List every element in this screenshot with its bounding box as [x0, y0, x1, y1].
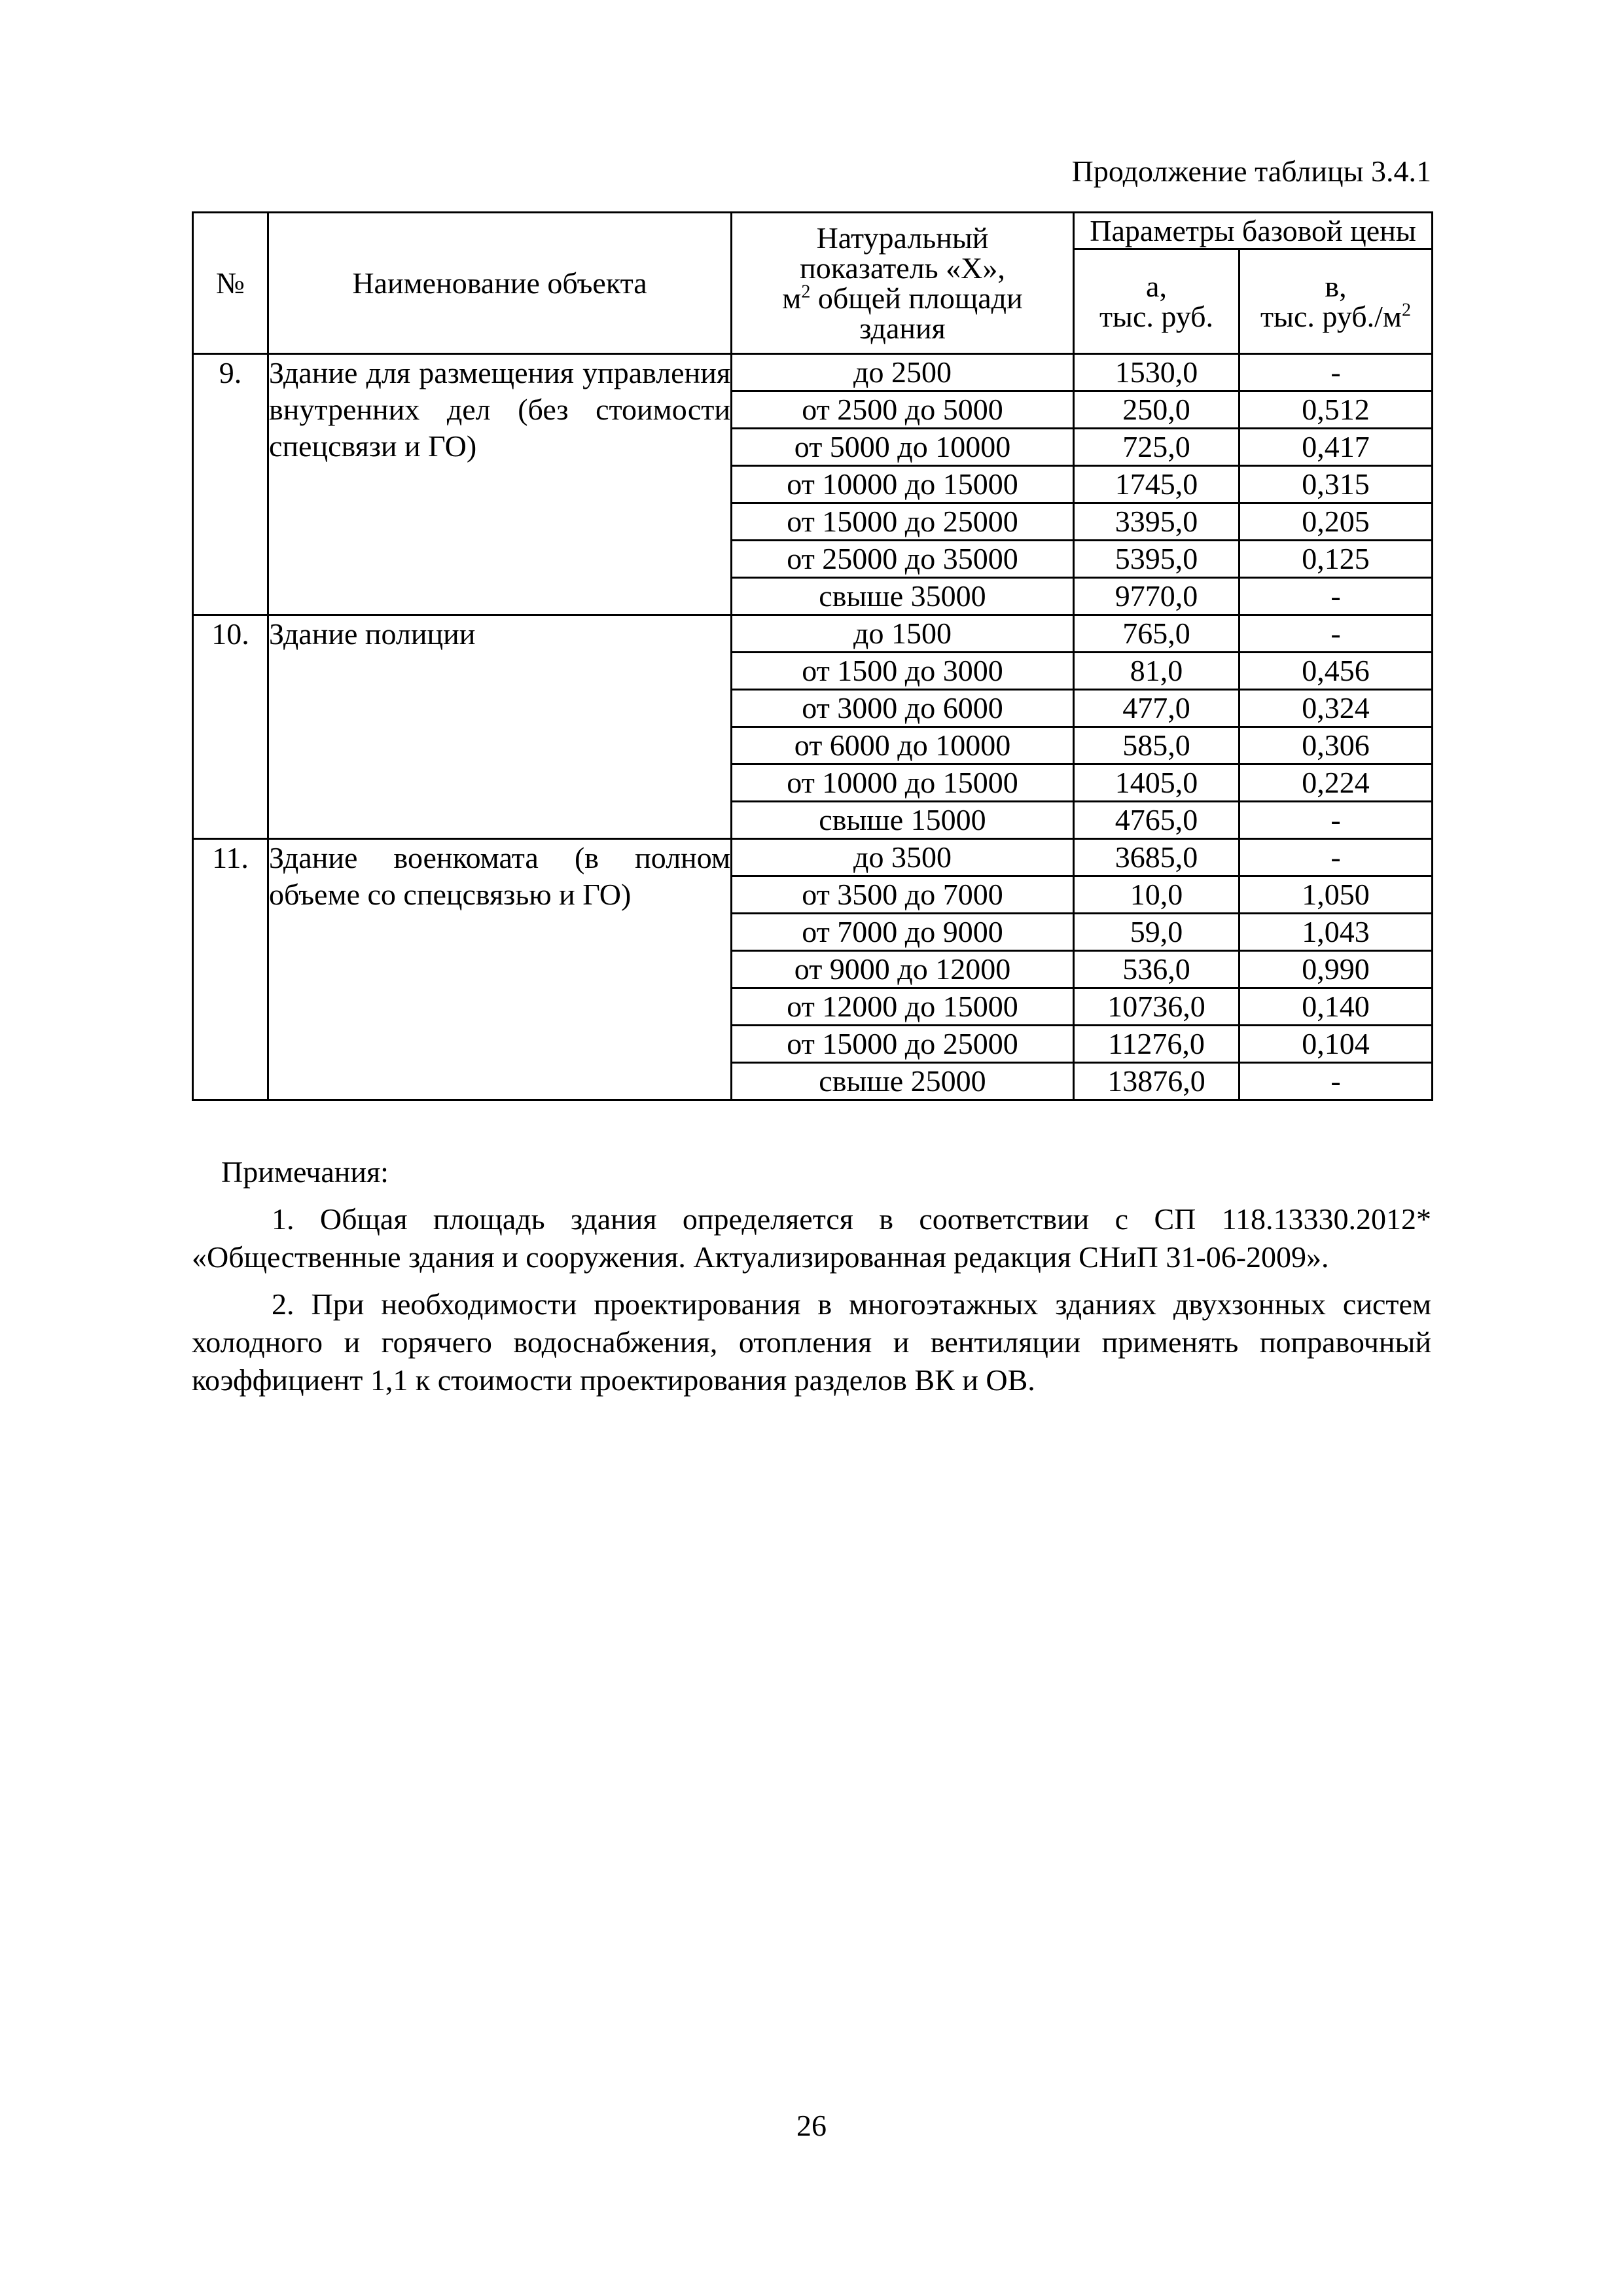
a-cell: 9770,0 [1074, 578, 1240, 615]
range-cell: от 1500 до 3000 [732, 653, 1074, 690]
a-cell: 1530,0 [1074, 354, 1240, 391]
b-cell: - [1240, 615, 1433, 653]
b-cell: 0,512 [1240, 391, 1433, 429]
b-cell: 0,315 [1240, 466, 1433, 503]
object-name: Здание военкомата (в полном объеме со спецсвязью и ГО) [268, 839, 732, 1100]
object-name: Здание для размещения управления внутренних дел (без стоимости спецсвязи и ГО) [268, 354, 732, 615]
header-a-line2: тыс. руб. [1099, 299, 1214, 333]
b-cell: 0,104 [1240, 1026, 1433, 1063]
a-cell: 59,0 [1074, 914, 1240, 951]
a-cell: 10736,0 [1074, 988, 1240, 1026]
header-natural-line1: Натуральный [816, 221, 989, 255]
range-cell: до 3500 [732, 839, 1074, 876]
header-natural-line3 [732, 283, 1073, 314]
range-cell: свыше 35000 [732, 578, 1074, 615]
a-cell: 477,0 [1074, 690, 1240, 727]
header-a-line1: а, [1146, 269, 1167, 303]
range-cell: от 3000 до 6000 [732, 690, 1074, 727]
b-cell: 0,990 [1240, 951, 1433, 988]
header-natural-line4: здания [859, 311, 946, 345]
a-cell: 5395,0 [1074, 541, 1240, 578]
a-cell: 10,0 [1074, 876, 1240, 914]
range-cell: от 15000 до 25000 [732, 1026, 1074, 1063]
b-cell: - [1240, 354, 1433, 391]
row-number: 10. [193, 615, 268, 839]
a-cell: 765,0 [1074, 615, 1240, 653]
b-cell: 1,050 [1240, 876, 1433, 914]
range-cell: от 7000 до 9000 [732, 914, 1074, 951]
b-cell: 0,456 [1240, 653, 1433, 690]
range-cell: от 12000 до 15000 [732, 988, 1074, 1026]
b-cell: 0,324 [1240, 690, 1433, 727]
b-cell: 0,224 [1240, 764, 1433, 802]
header-b-line2 [1240, 299, 1431, 333]
header-b [1240, 249, 1433, 354]
a-cell: 725,0 [1074, 429, 1240, 466]
b-cell: - [1240, 839, 1433, 876]
table-caption: Продолжение таблицы 3.4.1 [1071, 154, 1431, 188]
row-number: 9. [193, 354, 268, 615]
a-cell: 536,0 [1074, 951, 1240, 988]
page-number: 26 [796, 2109, 827, 2142]
b-cell: - [1240, 578, 1433, 615]
header-a [1074, 249, 1240, 354]
a-cell: 585,0 [1074, 727, 1240, 764]
range-cell: от 10000 до 15000 [732, 764, 1074, 802]
range-cell: свыше 15000 [732, 802, 1074, 839]
table-row [193, 354, 1433, 391]
header-num: № [193, 213, 268, 354]
header-natural-line2: показатель «Х», [800, 251, 1005, 285]
range-cell: свыше 25000 [732, 1063, 1074, 1100]
header-natural-unit-sup: 2 [801, 281, 811, 302]
b-cell: 0,125 [1240, 541, 1433, 578]
a-cell: 3685,0 [1074, 839, 1240, 876]
range-cell: от 2500 до 5000 [732, 391, 1074, 429]
b-cell: 0,306 [1240, 727, 1433, 764]
header-b-sup: 2 [1402, 300, 1412, 321]
header-b-unit: тыс. руб./м [1260, 299, 1402, 333]
header-params: Параметры базовой цены [1074, 213, 1433, 249]
notes-title: Примечания: [221, 1155, 389, 1189]
range-cell: от 3500 до 7000 [732, 876, 1074, 914]
b-cell: - [1240, 802, 1433, 839]
b-cell: 0,205 [1240, 503, 1433, 541]
a-cell: 11276,0 [1074, 1026, 1240, 1063]
b-cell: - [1240, 1063, 1433, 1100]
range-cell: до 1500 [732, 615, 1074, 653]
a-cell: 1405,0 [1074, 764, 1240, 802]
a-cell: 3395,0 [1074, 503, 1240, 541]
header-natural [732, 213, 1074, 354]
range-cell: от 6000 до 10000 [732, 727, 1074, 764]
price-table [192, 211, 1433, 1101]
row-number: 11. [193, 839, 268, 1100]
b-cell: 0,140 [1240, 988, 1433, 1026]
a-cell: 250,0 [1074, 391, 1240, 429]
a-cell: 13876,0 [1074, 1063, 1240, 1100]
range-cell: до 2500 [732, 354, 1074, 391]
range-cell: от 25000 до 35000 [732, 541, 1074, 578]
range-cell: от 5000 до 10000 [732, 429, 1074, 466]
table-row [193, 839, 1433, 876]
table-row [193, 615, 1433, 653]
a-cell: 1745,0 [1074, 466, 1240, 503]
b-cell: 0,417 [1240, 429, 1433, 466]
range-cell: от 15000 до 25000 [732, 503, 1074, 541]
range-cell: от 10000 до 15000 [732, 466, 1074, 503]
a-cell: 81,0 [1074, 653, 1240, 690]
object-name: Здание полиции [268, 615, 732, 839]
note-item: 1. Общая площадь здания определяется в соответствии с СП 118.13330.2012* «Общественные здания и сооружения. Актуализированная редакция СНиП 31-06-2009». [192, 1202, 1431, 1274]
range-cell: от 9000 до 12000 [732, 951, 1074, 988]
b-cell: 1,043 [1240, 914, 1433, 951]
notes-section [192, 1153, 1431, 1408]
header-b-line1: в, [1325, 269, 1347, 303]
header-natural-area: общей площади [810, 281, 1023, 315]
header-name: Наименование объекта [268, 213, 732, 354]
a-cell: 4765,0 [1074, 802, 1240, 839]
header-natural-unit: м [782, 281, 802, 315]
note-item: 2. При необходимости проектирования в многоэтажных зданиях двухзонных систем холодного и горячего водоснабжения, отопления и вентиляции применять поправочный коэффициент 1,1 к стоимости проектирования разделов ВК и ОВ. [192, 1287, 1431, 1397]
